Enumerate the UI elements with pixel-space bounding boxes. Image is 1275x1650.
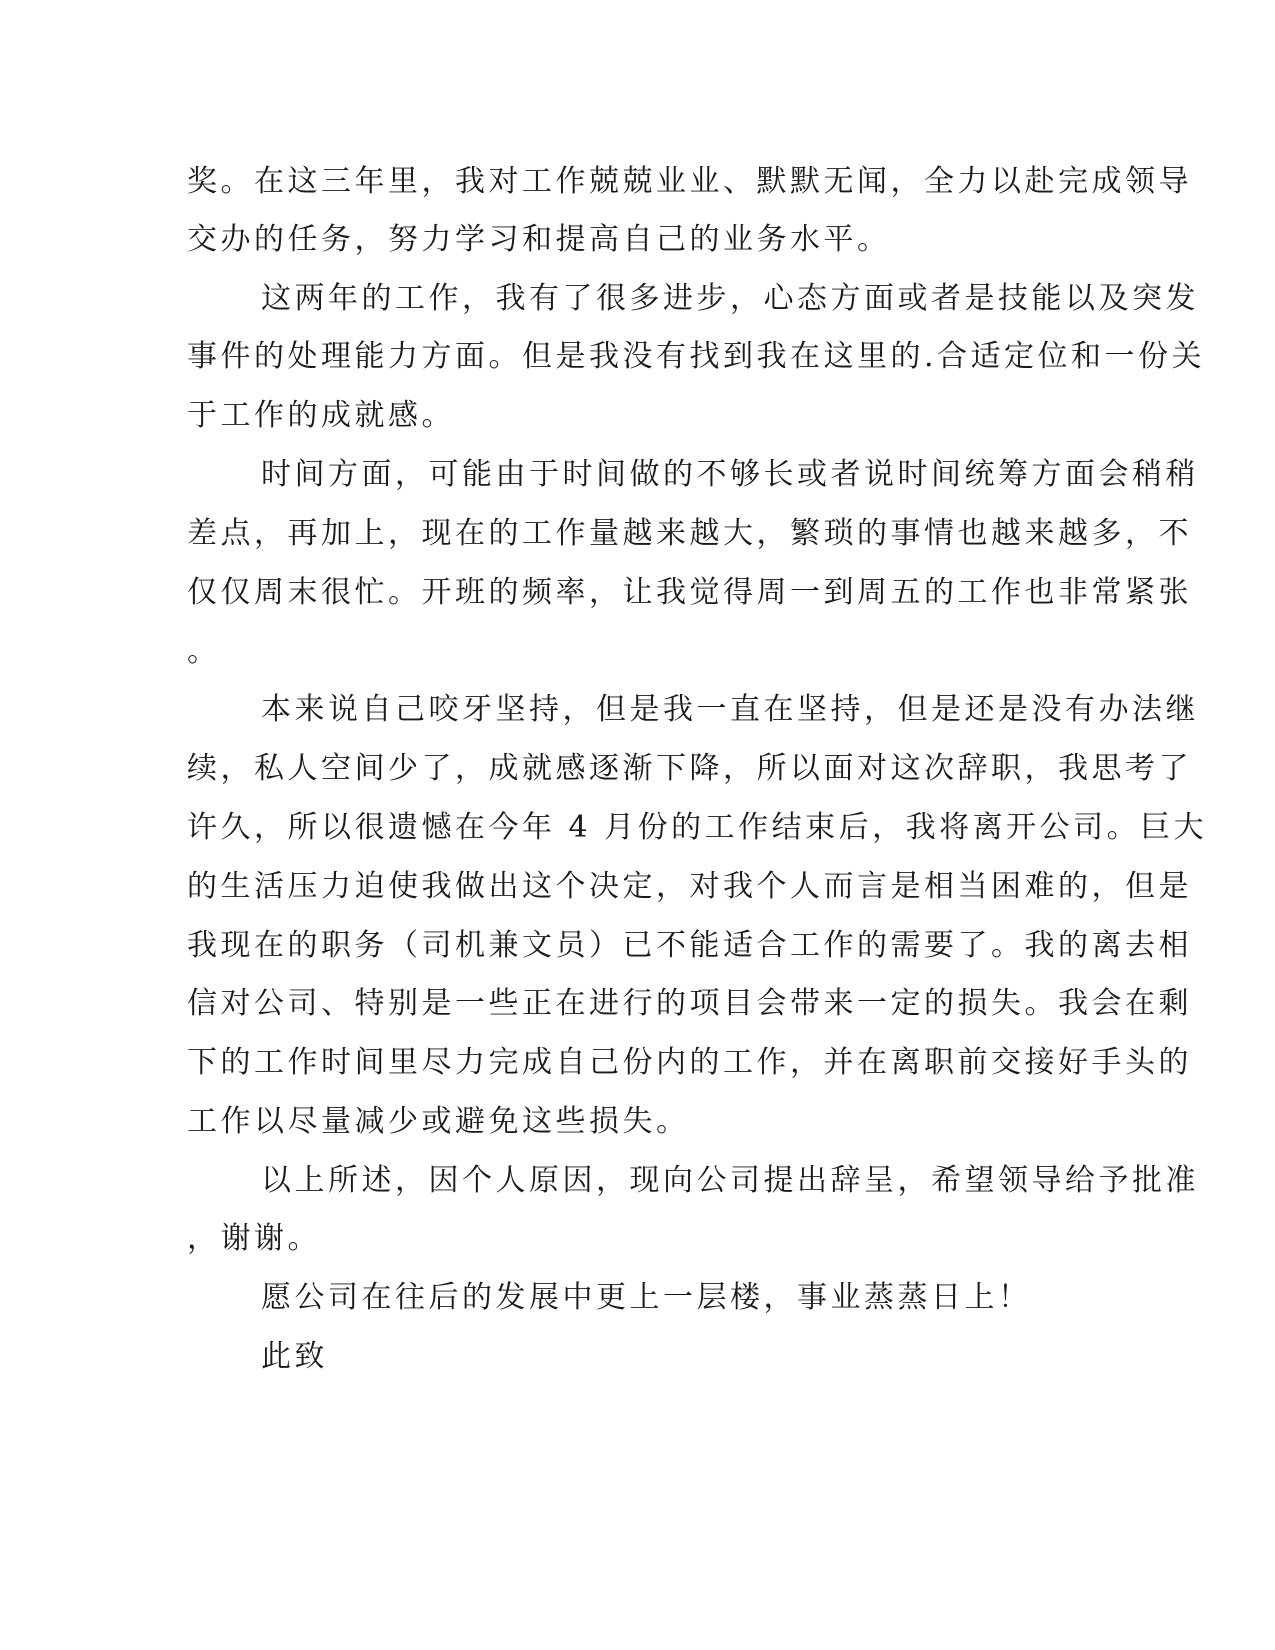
paragraph-line: 事件的处理能力方面。但是我没有找到我在这里的.合适定位和一份关: [187, 339, 1206, 374]
paragraph-line: 信对公司、特别是一些正在进行的项目会带来一定的损失。我会在剩: [187, 986, 1192, 1021]
paragraph-line: 续，私人空间少了，成就感逐渐下降，所以面对这次辞职，我思考了: [187, 751, 1192, 786]
paragraph-line: 的生活压力迫使我做出这个决定，对我个人而言是相当困难的，但是: [187, 869, 1192, 904]
paragraph-line: 以上所述，因个人原因，现向公司提出辞呈，希望领导给予批准: [261, 1163, 1199, 1198]
paragraph-line: 交办的任务，努力学习和提高自己的业务水平。: [187, 222, 891, 257]
paragraph-line: 时间方面，可能由于时间做的不够长或者说时间统筹方面会稍稍: [261, 457, 1199, 492]
paragraph-line: 奖。在这三年里，我对工作兢兢业业、默默无闻，全力以赴完成领导: [187, 164, 1192, 199]
paragraph-line: 工作以尽量减少或避免这些损失。: [187, 1104, 690, 1139]
paragraph-line: 差点，再加上，现在的工作量越来越大，繁琐的事情也越来越多，不: [187, 516, 1192, 551]
paragraph-line: 仅仅周末很忙。开班的频率，让我觉得周一到周五的工作也非常紧张: [187, 575, 1192, 610]
paragraph-line: 我现在的职务（司机兼文员）已不能适合工作的需要了。我的离去相: [187, 928, 1192, 963]
paragraph-line: 下的工作时间里尽力完成自己份内的工作，并在离职前交接好手头的: [187, 1045, 1192, 1080]
paragraph-line: 愿公司在往后的发展中更上一层楼，事业蒸蒸日上！: [261, 1280, 1032, 1315]
closing-line: 此致: [261, 1339, 328, 1374]
paragraph-line: 本来说自己咬牙坚持，但是我一直在坚持，但是还是没有办法继: [261, 692, 1199, 727]
paragraph-line: 。: [187, 634, 221, 669]
paragraph-line: 许久，所以很遗憾在今年 4 月份的工作结束后，我将离开公司。巨大: [187, 810, 1208, 845]
paragraph-line: 这两年的工作，我有了很多进步，心态方面或者是技能以及突发: [261, 281, 1199, 316]
paragraph-line: ，谢谢。: [187, 1221, 321, 1256]
paragraph-line: 于工作的成就感。: [187, 398, 455, 433]
